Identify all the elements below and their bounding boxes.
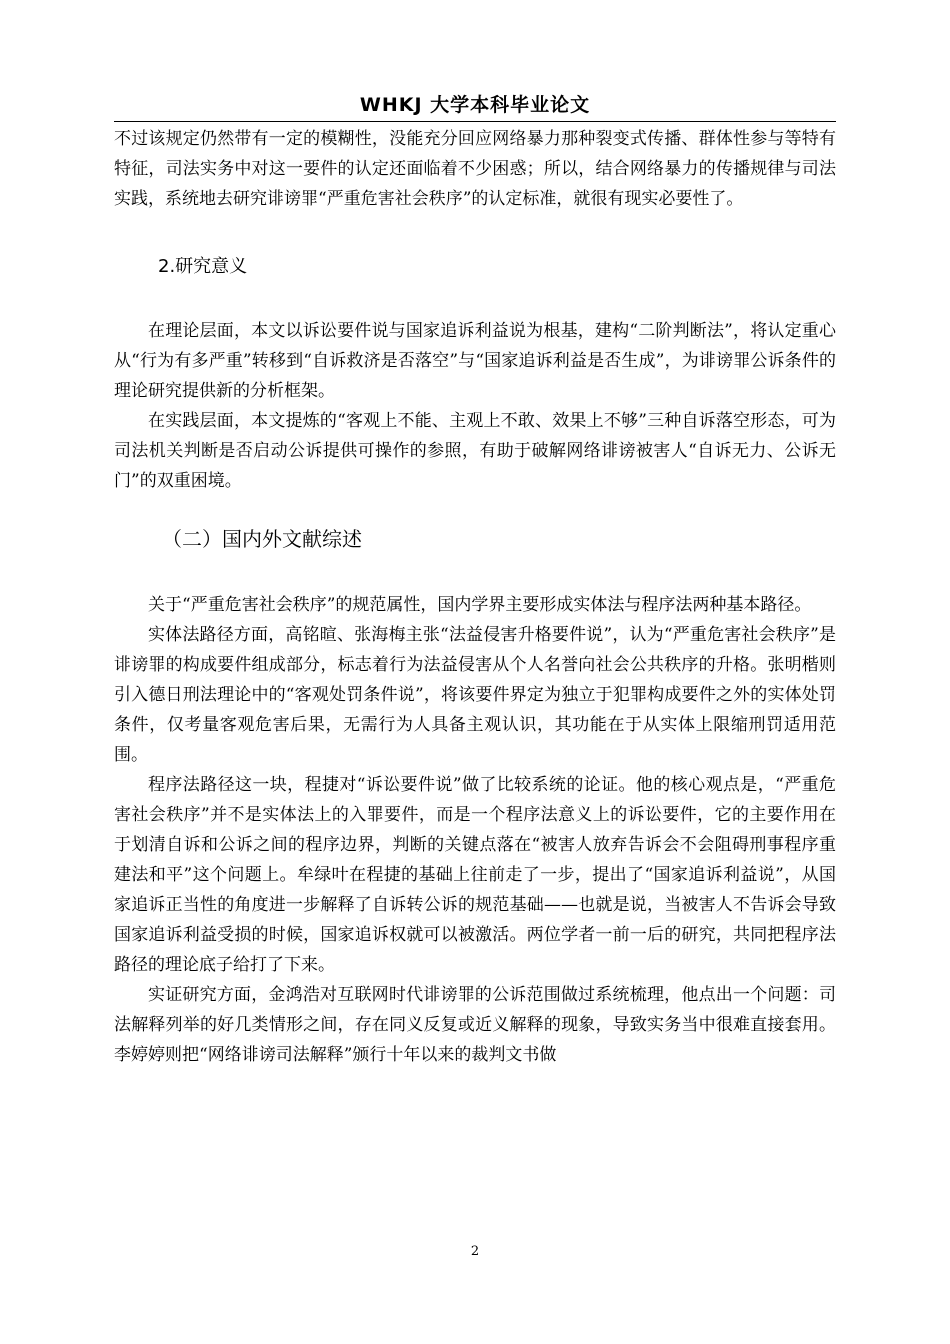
page-number: 2	[470, 1244, 480, 1259]
paragraph-empirical: 实证研究方面，金鸿浩对互联网时代诽谤罪的公诉范围做过系统梳理，他点出一个问题：司法解释列举的好几类情形之间，存在同义反复或近义解释的现象，导致实务当中很难直接套用。李婷婷则把“网络诽谤司法解释”颁行十年以来的裁判文书做	[114, 985, 836, 1065]
paragraph-substantive: 实体法路径方面，高铭暄、张海梅主张“法益侵害升格要件说”，认为“严重危害社会秩序”是诽谤罪的构成要件组成部分，标志着行为法益侵害从个人名誉向社会公共秩序的升格。张明楷则引入德日刑法理论中的“客观处罚条件说”，将该要件界定为独立于犯罪构成要件之外的实体处罚条件，仅考量客观危害后果，无需行为人具备主观认识，其功能在于从实体上限缩刑罚适用范围。	[114, 625, 836, 765]
paragraph-review-intro: 关于“严重危害社会秩序”的规范属性，国内学界主要形成实体法与程序法两种基本路径。	[148, 595, 812, 615]
running-header: WHKJ 大学本科毕业论文	[359, 94, 591, 116]
subsection-heading: 2.研究意义	[158, 256, 248, 277]
header-divider	[114, 121, 836, 122]
section-heading: （二）国内外文献综述	[162, 527, 362, 551]
paragraph-procedural: 程序法路径这一块，程捷对“诉讼要件说”做了比较系统的论证。他的核心观点是，“严重危害社会秩序”并不是实体法上的入罪要件，而是一个程序法意义上的诉讼要件，它的主要作用在于划清自诉和公诉之间的程序边界，判断的关键点落在“被害人放弃告诉会不会阻碍刑事程序重建法和平”这个问题上。牟绿叶在程捷的基础上往前走了一步，提出了“国家追诉利益说”，从国家追诉正当性的角度进一步解释了自诉转公诉的规范基础——也就是说，当被害人不告诉会导致国家追诉利益受损的时候，国家追诉权就可以被激活。两位学者一前一后的研究，共同把程序法路径的理论底子给打了下来。	[114, 775, 836, 975]
paragraph-theory: 在理论层面，本文以诉讼要件说与国家追诉利益说为根基，建构“二阶判断法”，将认定重心从“行为有多严重”转移到“自诉救济是否落空”与“国家追诉利益是否生成”，为诽谤罪公诉条件的理论研究提供新的分析框架。	[114, 321, 836, 401]
paragraph-practice: 在实践层面，本文提炼的“客观上不能、主观上不敢、效果上不够”三种自诉落空形态，可为司法机关判断是否启动公诉提供可操作的参照，有助于破解网络诽谤被害人“自诉无力、公诉无门”的双重困境。	[114, 411, 836, 491]
paragraph-continued: 不过该规定仍然带有一定的模糊性，没能充分回应网络暴力那种裂变式传播、群体性参与等特有特征，司法实务中对这一要件的认定还面临着不少困惑；所以，结合网络暴力的传播规律与司法实践，系统地去研究诽谤罪“严重危害社会秩序”的认定标准，就很有现实必要性了。	[114, 129, 836, 209]
page-body	[114, 124, 836, 1070]
